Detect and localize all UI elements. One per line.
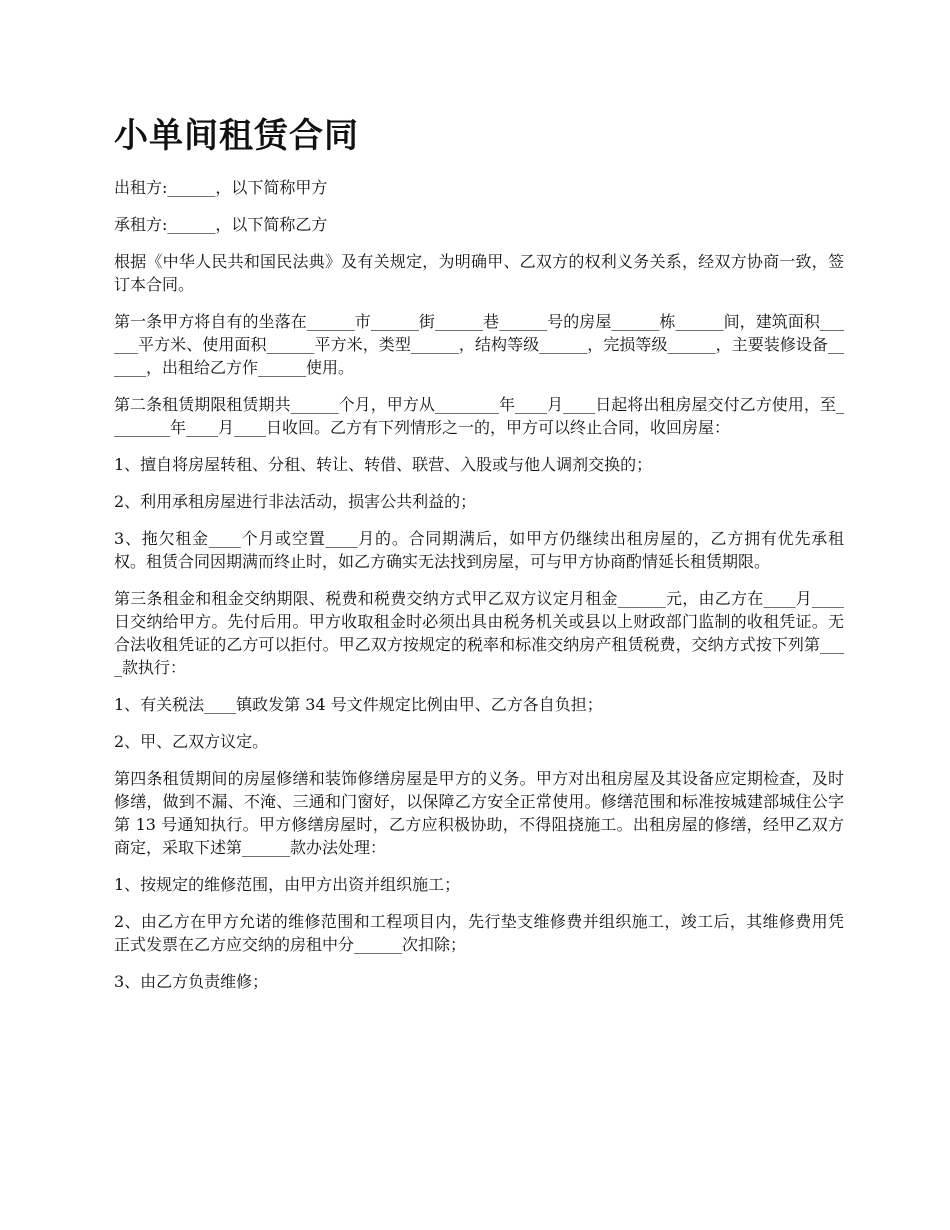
document-title: 小单间租赁合同 [114, 116, 359, 156]
article-4-item-2: 2、由乙方在甲方允诺的维修范围和工程项目内，先行垫支维修费并组织施工，竣工后，其维修费用凭正式发票在乙方应交纳的房租中分______次扣除； [114, 912, 844, 954]
article-3-paragraph: 第三条租金和租金交纳期限、税费和税费交纳方式甲乙双方议定月租金______元，由乙方在____月____日交纳给甲方。先付后用。甲方收取租金时必须出具由税务机关或县以上财政部门监制的收租凭证。无合法收租凭证的乙方可以拒付。甲乙双方按规定的税率和标准交纳房产租赁税费，交纳方式按下列第____款执行： [114, 589, 844, 677]
article-2-item-3: 3、拖欠租金____个月或空置____月的。合同期满后，如甲方仍继续出租房屋的，乙方拥有优先承租权。租赁合同因期满而终止时，如乙方确实无法找到房屋，可与甲方协商酌情延长租赁期限。 [114, 529, 844, 571]
article-1-paragraph: 第一条甲方将自有的坐落在______市______街______巷______号的房屋______栋______间，建筑面积______平方米、使用面积______平方米，类型______，结构等级______，完损等级______，主要装修设备______，出租给乙方作______使用。 [114, 312, 844, 377]
article-4-item-3: 3、由乙方负责维修； [114, 972, 269, 991]
party-b-line: 承租方:______，以下简称乙方 [114, 215, 328, 234]
article-3-item-1: 1、有关税法____镇政发第 34 号文件规定比例由甲、乙方各自负担； [114, 695, 603, 714]
article-2-item-1: 1、擅自将房屋转租、分租、转让、转借、联营、入股或与他人调剂交换的； [114, 455, 653, 474]
article-2-item-2: 2、利用承租房屋进行非法活动，损害公共利益的； [114, 492, 477, 511]
preamble-paragraph: 根据《中华人民共和国民法典》及有关规定，为明确甲、乙双方的权利义务关系，经双方协商一致，签订本合同。 [114, 252, 844, 294]
article-2-paragraph: 第二条租赁期限租赁期共______个月，甲方从________年____月____日起将出租房屋交付乙方使用，至________年____月____日收回。乙方有下列情形之一的，甲方可以终止合同，收回房屋： [114, 395, 844, 437]
party-a-line: 出租方:______，以下简称甲方 [114, 178, 328, 197]
article-3-item-2: 2、甲、乙双方议定。 [114, 732, 269, 751]
article-4-paragraph: 第四条租赁期间的房屋修缮和装饰修缮房屋是甲方的义务。甲方对出租房屋及其设备应定期检查，及时修缮，做到不漏、不淹、三通和门窗好，以保障乙方安全正常使用。修缮范围和标准按城建部城住公字第 13 号通知执行。甲方修缮房屋时，乙方应积极协助，不得阻挠施工。出租房屋的修缮，经甲乙双方商定，采取下述第______款办法处理： [114, 769, 844, 857]
article-4-item-1: 1、按规定的维修范围，由甲方出资并组织施工； [114, 875, 461, 894]
document-page [114, 112, 844, 1007]
